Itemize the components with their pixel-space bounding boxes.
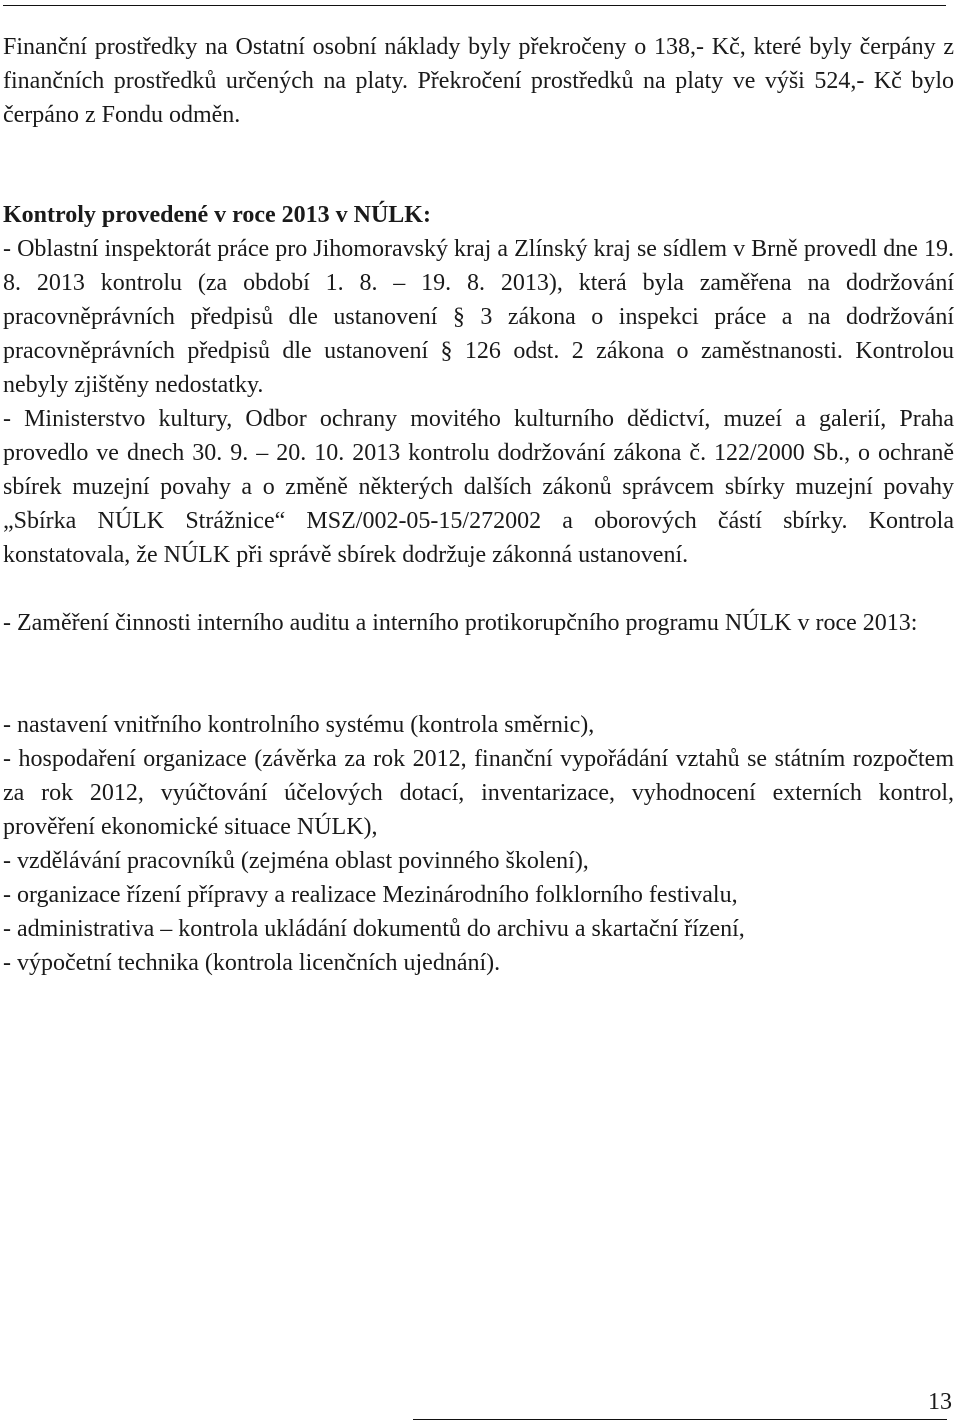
footer-rule xyxy=(413,1419,947,1420)
paragraph-inspection-labour: - Oblastní inspektorát práce pro Jihomoravský kraj a Zlínský kraj se sídlem v Brně provedl dne 19. 8. 2013 kontrolu (za období 1. 8. – 19. 8. 2013), která byla zaměřena na dodržování pracovněprávních předpisů dle ustanovení § 3 zákona o inspekci práce a na dodržování pracovněprávních předpisů dle ustanovení § 126 odst. 2 zákona o zaměstnanosti. Kontrolou nebyly zjištěny nedostatky. xyxy=(3,236,954,398)
paragraph-audit-intro: - Zaměření činnosti interního auditu a interního protikorupčního programu NÚLK v roce 2013: xyxy=(3,610,918,636)
list-item: - nastavení vnitřního kontrolního systému (kontrola směrnic), xyxy=(3,712,595,738)
list-item: - hospodaření organizace (závěrka za rok 2012, finanční vypořádání vztahů se státním rozpočtem za rok 2012, vyúčtování účelových dotací, inventarizace, vyhodnocení externích kontrol, prověření ekonomické situace NÚLK), xyxy=(3,746,954,840)
page-number: 13 xyxy=(928,1389,952,1415)
paragraph-budget: Finanční prostředky na Ostatní osobní náklady byly překročeny o 138,- Kč, které byly čerpány z finančních prostředků určených na platy. Překročení prostředků na platy ve výši 524,- Kč bylo čerpáno z Fondu odměn. xyxy=(3,34,954,128)
audit-list xyxy=(3,708,954,980)
list-item: - vzdělávání pracovníků (zejména oblast povinného školení), xyxy=(3,848,589,874)
header-rule xyxy=(3,5,946,6)
list-item: - organizace řízení přípravy a realizace Mezinárodního folklorního festivalu, xyxy=(3,882,738,908)
paragraph-inspection-ministry: - Ministerstvo kultury, Odbor ochrany movitého kulturního dědictví, muzeí a galerií, Praha provedlo ve dnech 30. 9. – 20. 10. 2013 kontrolu dodržování zákona č. 122/2000 Sb., o ochraně sbírek muzejní povahy a o změně některých dalších zákonů správcem sbírky muzejní povahy „Sbírka NÚLK Strážnice“ MSZ/002-05-15/272002 a oborových částí sbírky. Kontrola konstatovala, že NÚLK při správě sbírek dodržuje zákonná ustanovení. xyxy=(3,406,954,568)
list-item: - výpočetní technika (kontrola licenčních ujednání). xyxy=(3,950,501,976)
section-heading: Kontroly provedené v roce 2013 v NÚLK: xyxy=(3,202,431,228)
list-item: - administrativa – kontrola ukládání dokumentů do archivu a skartační řízení, xyxy=(3,916,745,942)
